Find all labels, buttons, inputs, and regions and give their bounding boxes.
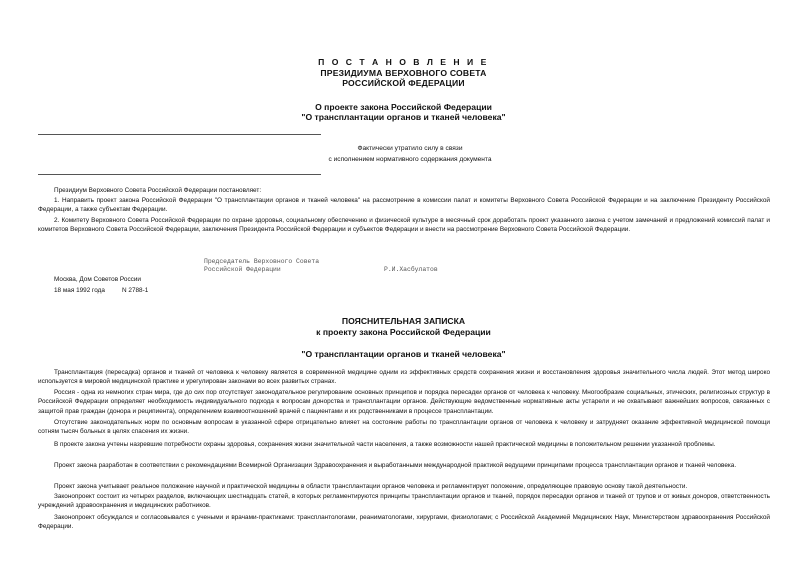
divider-top (38, 134, 321, 135)
memo-paragraph: Проект закона разработан в соответствии с рекомендациями Всемирной Организации Здравоохранения и выработанными международной практикой ведущими принципами процесса трансплантации органов и тканей человека. (54, 462, 737, 469)
decree-number: N 2788-1 (122, 287, 149, 294)
decree-date: 18 мая 1992 года (54, 287, 105, 294)
memo-paragraph: Законопроект состоит из четырех разделов, включающих шестнадцать статей, в которых регламентируются принципы трансплантации органов и тканей, порядок пересадки органов и тканей от трупов и от живых доноров, ответственность учреждений здравоохранения и медицинских работников. (38, 493, 770, 510)
decree-body-line-1: ПРЕЗИДИУМА ВЕРХОВНОГО СОВЕТА (320, 68, 487, 78)
decree-item-2: 2. Комитету Верховного Совета Российской Федерации по охране здоровья, социальному обеспечению и физической культуре в месячный срок доработать проект указанного закона с учетом замечаний и предложений комиссий палат и комитетов Верховного Совета Российской Федерации, заключения Президента Российской Федерации и субъектов Федерации и внести на рассмотрение Верховного Совета Российской Федерации. (38, 217, 770, 234)
decree-item-1: 1. Направить проект закона Российской Федерации "О трансплантации органов и тканей человека" на рассмотрение в комиссии палат и комитеты Верховного Совета Российской Федерации и на заключение Президенту Российской Федерации, а также субъектам Федерации. (38, 197, 770, 214)
decree-intro: Президиум Верховного Совета Российской Федерации постановляет: (54, 187, 262, 194)
signer-position-line-2: Российской Федерации (204, 266, 281, 273)
decree-body-line-2: РОССИЙСКОЙ ФЕДЕРАЦИИ (342, 78, 465, 88)
memo-title: ПОЯСНИТЕЛЬНАЯ ЗАПИСКА (341, 316, 466, 326)
memo-law-title: "О трансплантации органов и тканей человека" (301, 349, 506, 359)
memo-paragraph: Россия - одна из немногих стран мира, где до сих пор отсутствует законодательное регулирование основных принципов и порядка пересадки органов от человека к человеку. Многообразие социальных, этических, религиозных структур в Российской Федерации определяет необходимость индивидуального подхода к вопросам донорства и трансплантации органов. Действующие ведомственные нормативные акты устарели и не охватывают важнейших вопросов, связанных с защитой прав граждан (донора и реципиента), определением взаимоотношений врачей с пациентами и их родственниками в процессе трансплантации. (38, 389, 770, 415)
decree-title: П О С Т А Н О В Л Е Н И Е (318, 57, 489, 67)
memo-paragraph: Проект закона учитывает реальное положение научной и практической медицины в области трансплантации органов человека и регламентирует положение, определяющее правовую основу такой деятельности. (54, 483, 688, 490)
signer-position-line-1: Председатель Верховного Совета (204, 258, 320, 265)
memo-paragraph: Отсутствие законодательных норм по основным вопросам в указанной сфере отрицательно влияет на состояние работы по трансплантации органов от человека к человеку и затрудняет оказание эффективной медицинской помощи сотням тысяч больных в целях спасения их жизни. (38, 419, 770, 436)
memo-paragraph: В проекте закона учтены назревшие потребности охраны здоровья, сохранения жизни значительной части населения, а также возможности нашей практической медицины в положительном решении указанной проблемы. (54, 441, 716, 448)
divider-bottom (38, 174, 321, 175)
decree-subject-line-2: "О трансплантации органов и тканей человека" (301, 112, 506, 122)
decree-subject-line-1: О проекте закона Российской Федерации (315, 102, 492, 112)
status-note-line-1: Фактически утратило силу в связи (357, 145, 463, 152)
decree-place: Москва, Дом Советов России (54, 276, 141, 283)
memo-paragraph: Законопроект обсуждался и согласовывался с учеными и врачами-практиками: трансплантологами, реаниматологами, хирургами, физиологами; с Российской Академией Медицинских Наук, Министерством здравоохранения Российской Федерации. (38, 514, 770, 531)
memo-subtitle: к проекту закона Российской Федерации (316, 327, 491, 337)
status-note-line-2: с исполнением нормативного содержания документа (328, 156, 492, 163)
memo-paragraph: Трансплантация (пересадка) органов и тканей от человека к человеку является в современной медицине одним из эффективных средств сохранения жизни и восстановления здоровья значительного числа людей. Этот метод широко используется в мировой медицинской практике и урегулирован законами во всех развитых странах. (38, 369, 770, 386)
signer-name: Р.И.Хасбулатов (384, 266, 438, 273)
